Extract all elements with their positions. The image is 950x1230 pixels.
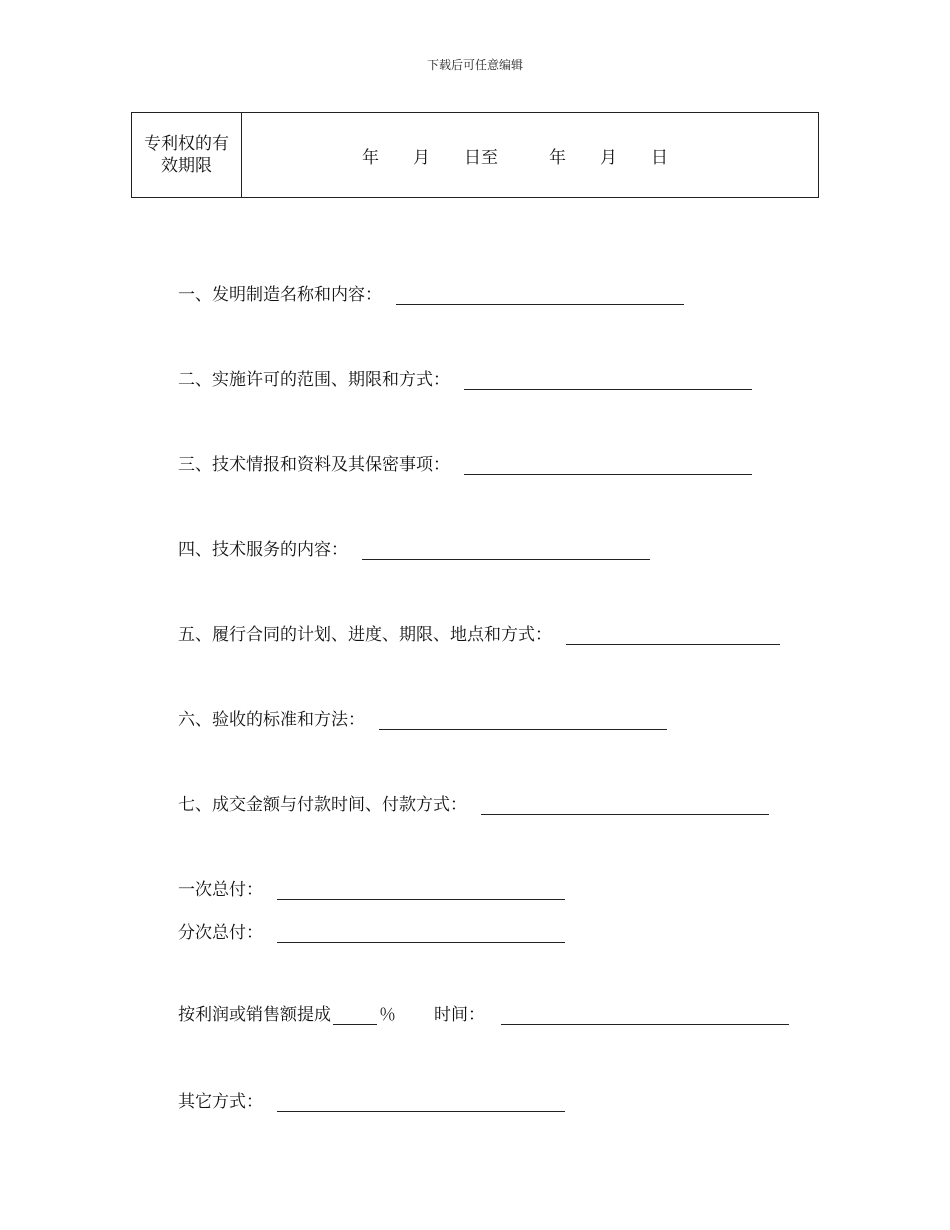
field-item2 bbox=[178, 370, 752, 390]
field-item6 bbox=[178, 710, 667, 730]
item4-label: 四、技术服务的内容： bbox=[178, 540, 348, 560]
item6-label: 六、验收的标准和方法： bbox=[178, 710, 365, 730]
field-other bbox=[178, 1092, 565, 1112]
field-item7 bbox=[178, 795, 769, 815]
other-blank[interactable] bbox=[277, 1093, 565, 1112]
percent-sign: ％ bbox=[379, 1005, 396, 1025]
item5-label: 五、履行合同的计划、进度、期限、地点和方式： bbox=[178, 625, 552, 645]
page-header: 下载后可任意编辑 bbox=[426, 58, 523, 72]
item1-label: 一、发明制造名称和内容： bbox=[178, 285, 382, 305]
validity-label: 专利权的有效期限 bbox=[132, 113, 242, 197]
validity-value: 年 月 日至 年 月 日 bbox=[362, 147, 668, 168]
item2-blank[interactable] bbox=[464, 371, 752, 390]
field-item1 bbox=[178, 285, 684, 305]
lump-sum-blank[interactable] bbox=[277, 881, 565, 900]
field-royalty bbox=[178, 1005, 789, 1025]
item4-blank[interactable] bbox=[362, 541, 650, 560]
item1-blank[interactable] bbox=[396, 286, 684, 305]
validity-table bbox=[131, 112, 819, 198]
field-item4 bbox=[178, 540, 650, 560]
lump-sum-label: 一次总付： bbox=[178, 880, 263, 900]
royalty-label: 按利润或销售额提成 bbox=[178, 1005, 331, 1025]
field-installment bbox=[178, 923, 565, 943]
item6-blank[interactable] bbox=[379, 711, 667, 730]
item7-blank[interactable] bbox=[481, 796, 769, 815]
installment-blank[interactable] bbox=[277, 924, 565, 943]
field-item3 bbox=[178, 455, 752, 475]
time-label: 时间： bbox=[434, 1005, 485, 1025]
installment-label: 分次总付： bbox=[178, 923, 263, 943]
other-label: 其它方式： bbox=[178, 1092, 263, 1112]
item3-blank[interactable] bbox=[464, 456, 752, 475]
item3-label: 三、技术情报和资料及其保密事项： bbox=[178, 455, 450, 475]
field-item5 bbox=[178, 625, 780, 645]
item5-blank[interactable] bbox=[566, 626, 780, 645]
item2-label: 二、实施许可的范围、期限和方式： bbox=[178, 370, 450, 390]
item7-label: 七、成交金额与付款时间、付款方式： bbox=[178, 795, 467, 815]
field-lump-sum bbox=[178, 880, 565, 900]
royalty-percent-blank[interactable] bbox=[333, 1006, 377, 1025]
time-blank[interactable] bbox=[501, 1006, 789, 1025]
